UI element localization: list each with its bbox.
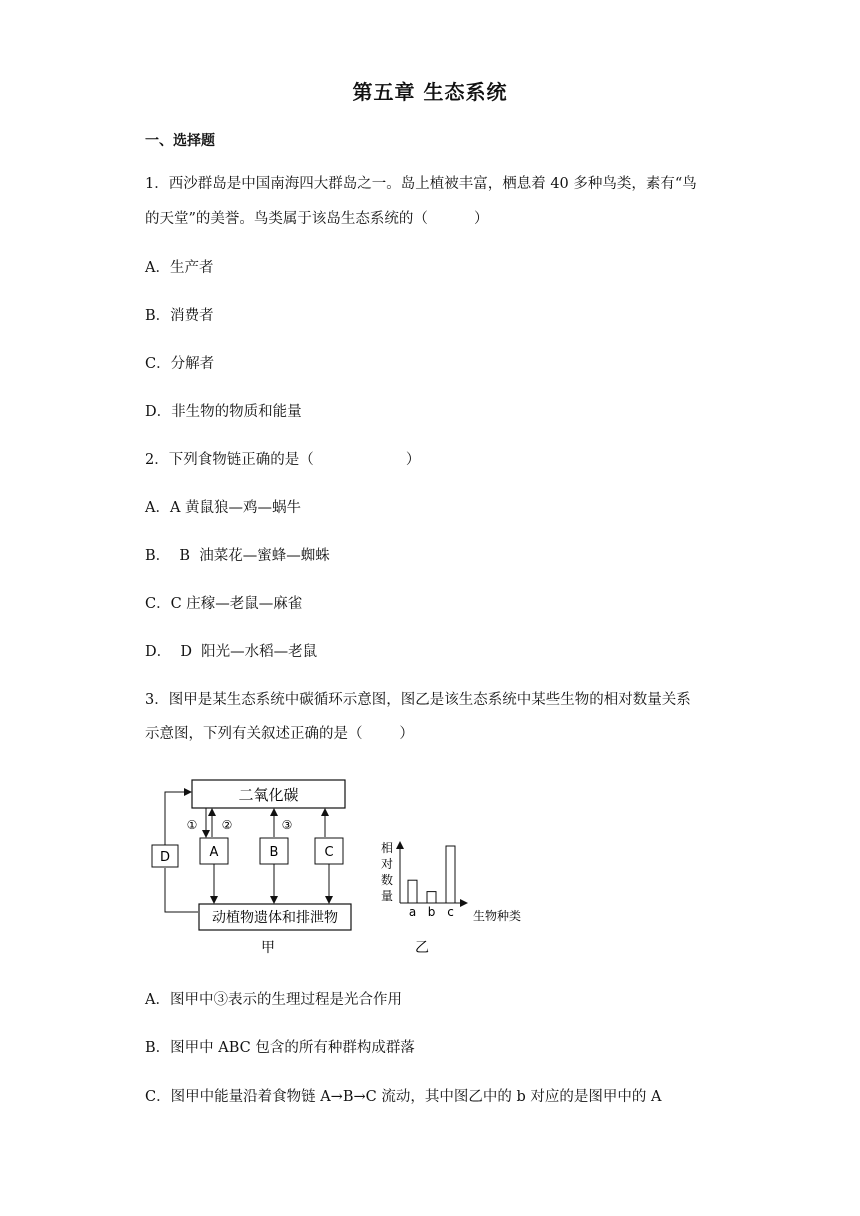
q1-stem-line2: 的天堂”的美誉。鸟类属于该岛生态系统的（ ） [145, 211, 489, 227]
bar-c [446, 846, 455, 903]
q2-option-b: B． B 油菜花—蜜蜂—蜘蛛 [145, 548, 330, 564]
node-b-label: B [269, 845, 279, 860]
line-remains-to-d [165, 868, 198, 912]
y-label-char-4: 量 [380, 889, 394, 903]
y-label-char-2: 对 [380, 857, 394, 871]
x-axis-label: 生物种类 [472, 909, 522, 923]
q3-stem-line1: 3．图甲是某生态系统中碳循环示意图，图乙是该生态系统中某些生物的相对数量关系 [145, 692, 691, 708]
q3-option-b: B．图甲中 ABC 包含的所有种群构成群落 [145, 1040, 415, 1056]
q2-option-a: A．A 黄鼠狼—鸡—蜗牛 [145, 500, 302, 516]
y-label-char-3: 数 [380, 873, 394, 887]
mark-3: ③ [281, 818, 293, 832]
q2-option-c: C．C 庄稼—老鼠—麻雀 [145, 596, 303, 612]
node-c-label: C [324, 845, 334, 860]
tick-label-b: b [427, 905, 436, 919]
tick-label-c: c [447, 905, 454, 919]
carbon-cycle-diagram [145, 770, 545, 960]
relative-quantity-chart [381, 840, 521, 956]
bar-a [408, 880, 417, 903]
y-label-char-1: 相 [380, 841, 394, 855]
q2-option-d: D． D 阳光—水稻—老鼠 [145, 644, 318, 660]
co2-label: 二氧化碳 [238, 786, 299, 804]
page-title: 第五章 生态系统 [352, 80, 508, 104]
q1-option-c: C．分解者 [145, 356, 215, 372]
node-a-label: A [209, 845, 219, 860]
chart-yi-label: 乙 [415, 940, 429, 956]
bar-b [427, 892, 436, 903]
remains-label: 动植物遗体和排泄物 [212, 910, 338, 926]
q1-option-a: A．生产者 [145, 260, 214, 276]
section-heading: 一、选择题 [145, 133, 215, 149]
q1-option-b: B．消费者 [145, 308, 214, 324]
mark-1: ① [186, 818, 198, 832]
q3-stem-line2: 示意图，下列有关叙述正确的是（ ） [145, 726, 414, 742]
node-d-label: D [159, 850, 171, 865]
q2-stem: 2．下列食物链正确的是（ ） [145, 452, 421, 468]
mark-2: ② [221, 818, 233, 832]
q3-option-c: C．图甲中能量沿着食物链 A→B→C 流动，其中图乙中的 b 对应的是图甲中的 A [145, 1089, 662, 1105]
q3-figure [145, 770, 545, 964]
q1-stem-line1: 1．西沙群岛是中国南海四大群岛之一。岛上植被丰富，栖息着 40 多种鸟类，素有“鸟 [145, 176, 697, 192]
tick-label-a: a [408, 905, 417, 919]
diagram-jia-label: 甲 [261, 940, 275, 956]
q3-option-a: A．图甲中③表示的生理过程是光合作用 [145, 992, 402, 1008]
q1-option-d: D．非生物的物质和能量 [145, 404, 302, 420]
